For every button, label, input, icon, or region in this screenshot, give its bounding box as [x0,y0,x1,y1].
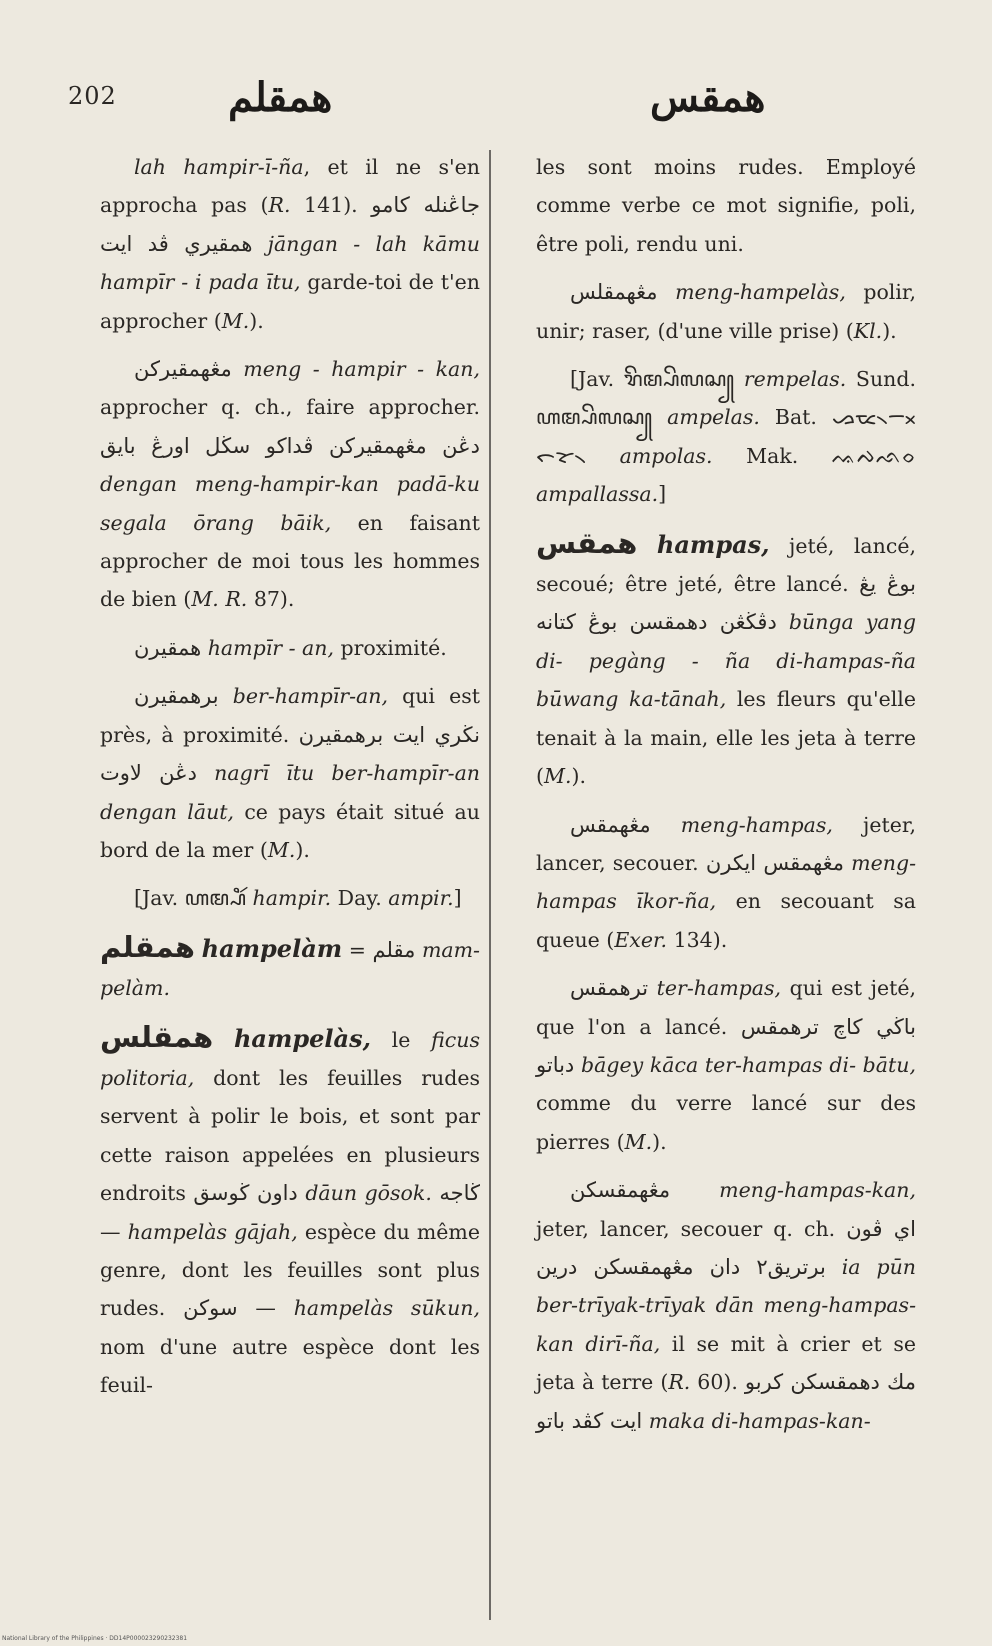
jawi-text: مقلم [372,937,416,962]
definition-text: jeter, lancer, secouer. [536,812,916,875]
jawi-text: دڠن مڠهمقيركن ڤداكو سڬل اورڠ بايق [100,433,480,458]
transliteration: jāngan - lah kāmu hampīr - i pada ītu, [100,231,480,295]
definition-text: garde-toi de t'en approcher ( [100,270,480,333]
definition-text: [Jav. ꦫꦼꦩ꧀ꦥꦼꦭꦱ꧀ [570,367,744,392]
transliteration: hampelàs gājah, [127,1219,298,1244]
definition-text: il se mit à crier et se jeta à terre ( [536,1331,916,1395]
definition-text: comme du verre lancé sur des pierres ( [536,1091,916,1154]
definition-text: ] [658,482,667,507]
definition-text [648,976,657,1000]
definition-text [213,1028,234,1052]
definition-text: — [100,1219,128,1244]
transliteration: mam-pelàm. [100,937,480,1001]
definition-text: Mak. ᨕᨄᨒᨔ [712,443,916,468]
jawi-text: مڠهمقلس [570,280,658,305]
definition-text: dont les feuilles rudes servent à polir le bois, et sont par cette raison appelées en plusieurs endroits [100,1065,480,1206]
transliteration: M. [267,837,296,862]
definition-text [651,813,681,837]
jawi-text: مڠهمقس ايكرن [705,850,845,875]
running-head-right: همقس [650,74,766,121]
entry-paragraph [536,273,916,350]
transliteration: ampallassa. [536,482,659,507]
transliteration: ter-hampas, [656,976,782,1001]
definition-text: 141). [290,193,372,218]
transliteration: meng-hampas-kan, [719,1178,916,1203]
definition-text: le [370,1027,432,1052]
transliteration: M. [221,308,250,333]
definition-text: ). [295,837,310,862]
definition-text: en faisant approcher de moi tous les hommes de bien ( [100,510,481,612]
entry-paragraph [536,148,916,263]
headword: hampelàm [201,933,343,963]
jawi-text: مڠهمقسكن [570,1178,671,1203]
definition-text: espèce du même genre, dont les feuilles sont plus rudes. [100,1219,480,1321]
transliteration: ber-hampīr-an, [232,684,388,709]
transliteration: lah hampir-ī-ña [134,155,304,179]
transliteration: M. R. [191,587,248,612]
definition-text: ). [652,1129,667,1154]
definition-text [219,684,233,708]
definition-text: Day. [331,886,389,911]
definition-text [197,761,214,785]
definition-text [777,610,789,634]
definition-text [826,1255,842,1279]
definition-text: = [342,937,373,962]
right-column [536,148,916,1450]
definition-text: polir, unir; raser, (d'une ville prise) ( [536,280,916,343]
transliteration: hampir. [252,886,332,911]
jawi-text: بوڠ يڠ دڤڬڠن دهمقسن بوڠ كتانه [536,572,917,635]
headword: hampelàs, [233,1023,371,1053]
definition-text: 60). [690,1370,745,1395]
entry-paragraph [100,677,480,869]
entry-paragraph [100,148,480,340]
entry-paragraph [100,350,480,619]
transliteration: ampir. [388,886,454,911]
transliteration: meng - hampir - kan, [243,357,480,382]
running-head-left: همقلم [228,74,333,121]
jawi-text: داون ڬوسق [193,1181,298,1206]
definition-text [670,1178,719,1202]
definition-text: ). [249,308,264,333]
scan-footer: National Library of the Philippines · DD14P000023290232381 [2,1635,188,1642]
left-column [100,148,480,1415]
transliteration: bāgey kāca ter-hampas di- bātu, [580,1052,916,1077]
definition-text: ce pays était situé au bord de la mer ( [100,799,480,862]
definition-text: jeté, lancé, secoué; être jeté, être lancé. [536,533,916,597]
transliteration: būnga yang di- pegàng - ña di-hampas-ña būwang ka-tānah, [536,610,916,712]
jawi-text: ڬاجه [439,1181,480,1206]
definition-text [252,232,267,256]
definition-text: nom d'une autre espèce dont les feuil- [100,1334,480,1398]
transliteration: ia pūn ber-trīyak-trīyak dān meng-hampas-kan dirī-ña, [536,1254,916,1356]
entry-paragraph [100,1018,480,1405]
jawi-headword: همقلس [100,1019,214,1054]
entry-paragraph [100,879,480,917]
definition-text: 87). [247,587,295,612]
entry-paragraph [100,629,480,667]
jawi-headword: همقس [536,525,638,560]
transliteration: hampīr - an, [207,635,334,660]
jawi-text: برهمقيرن [134,684,219,709]
definition-text: les fleurs qu'elle tenait à la main, elle les jeta à terre ( [536,687,916,789]
definition-text: approcher q. ch., faire approcher. [100,395,480,420]
transliteration: R. [268,193,291,218]
jawi-text: ترهمقس [570,976,649,1001]
transliteration: maka di-hampas-kan- [648,1408,871,1433]
entry-paragraph [536,969,916,1161]
definition-text [415,938,422,962]
definition-text: — [237,1296,294,1321]
column-divider [489,150,491,1620]
definition-text: proximité. [333,635,447,660]
definition-text [658,280,676,304]
definition-text: jeter, lancer, secouer q. ch. [536,1216,847,1241]
headword: hampas, [656,529,770,559]
definition-text: les sont moins rudes. Employé comme verbe ce mot signifie, poli, être poli, rendu uni. [536,155,916,256]
page-number: 202 [68,82,117,110]
transliteration: M. [624,1129,653,1154]
jawi-text: نڬري ايت برهمقيرن دڠن لاوت [100,722,480,786]
transliteration: R. [668,1370,691,1395]
definition-text: ] [453,886,462,911]
definition-text [232,357,244,381]
entry-paragraph [536,1171,916,1440]
entry-paragraph [536,524,916,796]
definition-text: , et il ne s'en approcha pas ( [100,155,480,218]
entry-paragraph [536,360,916,514]
jawi-text: اي ڤون برتريق٢ دان مڠهمقسكن درين [536,1216,916,1279]
definition-text: qui est près, à proximité. [100,684,480,747]
jawi-text: همقيرن [134,635,202,660]
transliteration: ampolas. [619,443,713,468]
definition-text: 134). [667,927,728,952]
transliteration: rempelas. [743,367,847,392]
jawi-text: مڠهمقس [570,812,651,837]
definition-text [637,534,657,558]
transliteration: Exer. [614,927,668,952]
transliteration: meng-hampas, [680,812,833,837]
transliteration: nagrī ītu ber-hampīr-an dengan lāut, [100,761,480,824]
definition-text: Bat. ᯀᯔ᯲ᯇᯬᯞᯘ᯲ [536,405,916,468]
definition-text: ). [882,318,897,343]
definition-text: qui est jeté, que l'on a lancé. [536,976,916,1039]
jawi-headword: همقلم [100,929,196,964]
transliteration: dengan meng-hampir-kan padā-ku segala ōrang bāik, [100,472,480,535]
jawi-text: سوكن [183,1296,238,1321]
transliteration: hampelàs sūkun, [293,1296,480,1321]
definition-text [195,938,202,962]
jawi-text: باڬي كاچ ترهمقس دباتو [536,1014,917,1077]
jawi-text: مك دهمقسكن كربو ايت كڤد باتو [536,1370,916,1433]
transliteration: meng-hampas īkor-ña, [536,850,916,914]
transliteration: meng-hampelàs, [675,280,846,305]
definition-text [574,1053,581,1077]
entry-paragraph [100,928,480,1008]
definition-text: [Jav. ꦲꦩ꧀ꦥꦶꦂ [134,886,253,911]
definition-text: ). [571,764,587,789]
transliteration: dāun gōsok. [305,1181,432,1206]
transliteration: Kl. [853,318,883,343]
jawi-text: جاڠنله كامو همقيري ڤد ايت [100,193,480,256]
transliteration: M. [544,764,572,789]
transliteration: ficus politoria, [100,1027,480,1090]
transliteration: ampelas. [667,405,760,430]
definition-text: Sund. ꦲꦩ꧀ꦥꦼꦭꦱ꧀ [536,367,917,430]
jawi-text: مڠهمقيركن [134,357,232,382]
entry-paragraph [536,806,916,960]
definition-text: en secouant sa queue ( [536,889,917,952]
